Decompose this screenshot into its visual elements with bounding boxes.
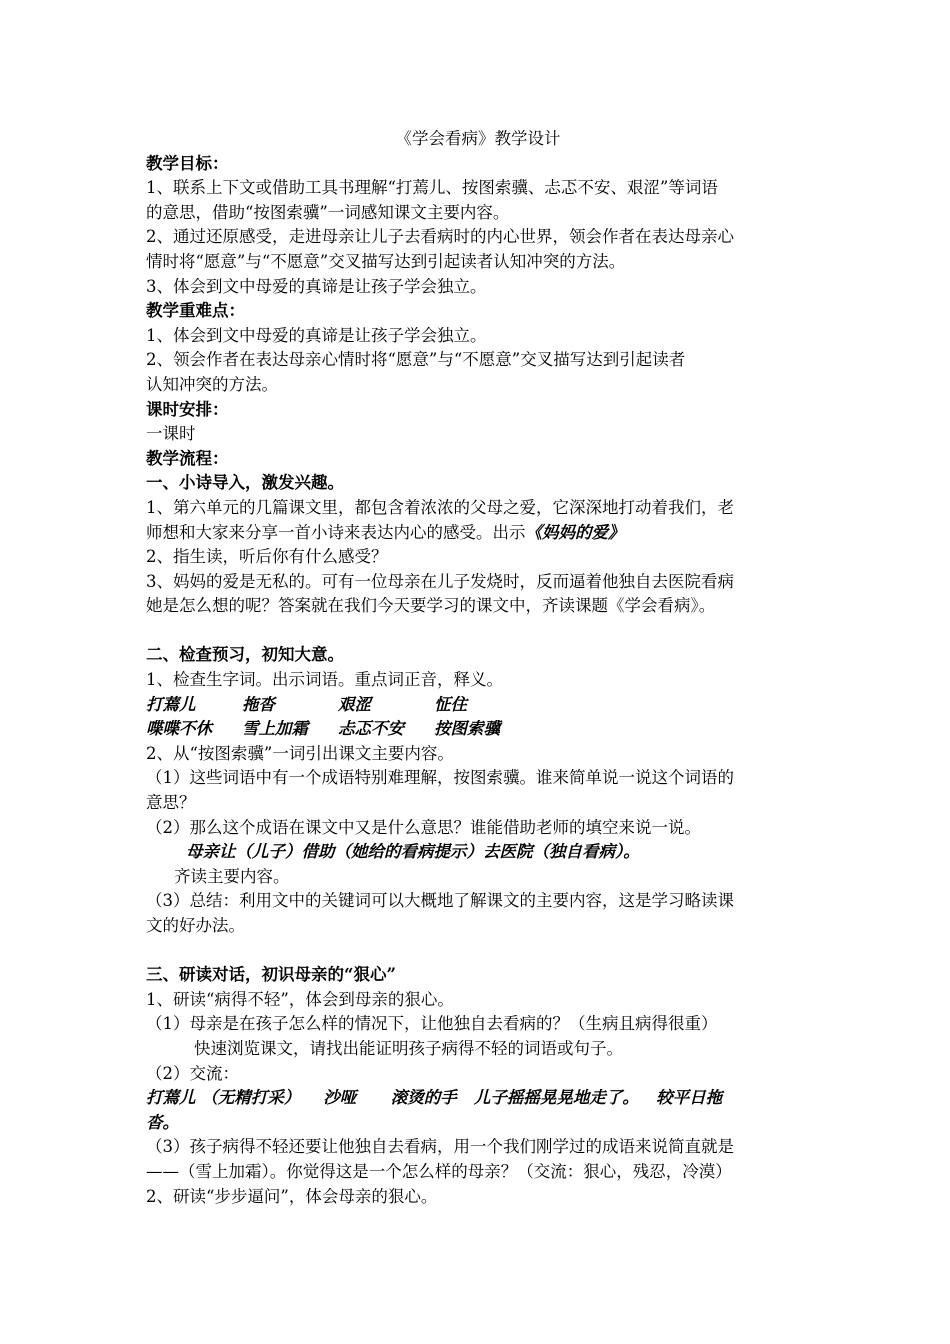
objectives-line-5: 3、体会到文中母爱的真谛是让孩子学会独立。 <box>146 276 487 296</box>
key-points-heading: 教学重难点： <box>146 301 245 321</box>
process-heading: 教学流程： <box>146 448 229 468</box>
document-page <box>146 127 810 1209</box>
section-3-line-1: 1、研读“病得不轻”，体会到母亲的狠心。 <box>146 989 454 1009</box>
section-2-line-8: （3）总结：利用文中的关键词可以大概地了解课文的主要内容，这是学习略读课 <box>146 891 734 911</box>
section-3-line-7: （3）孩子病得不轻还要让他独自去看病，用一个我们刚学过的成语来说简直就是 <box>146 1137 734 1157</box>
section-1-line-5: 她是怎么想的呢？答案就在我们今天要学习的课文中，齐读课题《学会看病》。 <box>146 596 716 616</box>
section-1-line-1: 1、第六单元的几篇课文里，都包含着浓浓的父母之爱，它深深地打动着我们，老 <box>146 497 734 517</box>
section-2-line-1: 1、检查生字词。出示词语。重点词正音，释义。 <box>146 670 503 690</box>
section-1-line-4: 3、妈妈的爱是无私的。可有一位母亲在儿子发烧时，反而逼着他独自去医院看病 <box>146 571 734 591</box>
key-points-line-2: 2、领会作者在表达母亲心情时将“愿意”与“不愿意”交叉描写达到引起读者 <box>146 350 686 370</box>
vocab-word: 怔住 <box>434 694 467 714</box>
section-2-heading: 二、检查预习，初知大意。 <box>146 645 344 665</box>
section-3-line-5: 打蔫儿 （无精打采） 沙哑 滚烫的手 儿子摇摇晃晃地走了。 较平日拖 <box>146 1088 723 1108</box>
objectives-heading: 教学目标： <box>146 153 229 173</box>
section-2-line-5: （2）那么这个成语在课文中又是什么意思？谁能借助老师的填空来说一说。 <box>146 817 701 837</box>
section-1-line-2 <box>146 521 810 546</box>
section-3-line-8: ——（雪上加霜）。你觉得这是一个怎么样的母亲？（交流：狠心，残忍，冷漠） <box>146 1161 732 1181</box>
vocab-word: 艰涩 <box>338 694 371 714</box>
vocab-row-2 <box>146 717 810 742</box>
section-3-line-3: 快速浏览课文，请找出能证明孩子病得不轻的词语或句子。 <box>194 1038 623 1058</box>
section-2-line-4: 意思？ <box>146 793 196 813</box>
vocab-word: 忐忑不安 <box>338 719 404 739</box>
objectives-line-2: 的意思，借助“按图索骥”一词感知课文主要内容。 <box>146 202 510 222</box>
schedule-value: 一课时 <box>146 424 196 444</box>
section-1-heading: 一、小诗导入，激发兴趣。 <box>146 473 344 493</box>
spacer <box>146 619 810 644</box>
objectives-line-3: 2、通过还原感受，走进母亲让儿子去看病时的内心世界，领会作者在表达母亲心 <box>146 227 734 247</box>
section-2-line-7: 齐读主要内容。 <box>174 866 290 886</box>
fill-in-sentence: 母亲让（儿子）借助（她给的看病提示）去医院（独自看病）。 <box>186 842 640 862</box>
vocab-word: 雪上加霜 <box>242 719 308 739</box>
schedule-heading: 课时安排： <box>146 399 229 419</box>
spacer <box>146 939 810 964</box>
section-3-line-2: （1）母亲是在孩子怎么样的情况下，让他独自去看病的？（生病且病得很重） <box>146 1014 718 1034</box>
vocab-word: 拖沓 <box>242 694 275 714</box>
section-3-line-9: 2、研读“步步逼问”，体会母亲的狠心。 <box>146 1186 438 1206</box>
key-points-line-3: 认知冲突的方法。 <box>146 374 278 394</box>
key-points-line-1: 1、体会到文中母爱的真谛是让孩子学会独立。 <box>146 325 487 345</box>
vocab-row-1 <box>146 693 810 718</box>
vocab-word: 按图索骥 <box>434 719 500 739</box>
document-title: 《学会看病》教学设计 <box>395 129 561 148</box>
section-2-line-9: 文的好办法。 <box>146 916 245 935</box>
vocab-word: 打蔫儿 <box>146 694 196 714</box>
section-3-line-6: 沓。 <box>146 1112 179 1132</box>
objectives-line-4: 情时将“愿意”与“不愿意”交叉描写达到引起读者认知冲突的方法。 <box>146 251 626 271</box>
section-3-heading: 三、研读对话，初识母亲的“狠心” <box>146 965 396 985</box>
section-2-line-3: （1）这些词语中有一个成语特别难理解，按图索骥。谁来简单说一说这个词语的 <box>146 768 734 788</box>
section-1-line-3: 2、指生读，听后你有什么感受？ <box>146 547 388 567</box>
objectives-line-1: 1、联系上下文或借助工具书理解“打蔫儿、按图索骥、忐忑不安、艰涩”等词语 <box>146 178 718 198</box>
section-1-line-2-text: 师想和大家来分享一首小诗来表达内心的感受。出示 <box>146 522 526 542</box>
section-2-line-2: 2、从“按图索骥”一词引出课文主要内容。 <box>146 743 454 763</box>
poem-title: 《妈妈的爱》 <box>525 522 625 542</box>
section-3-line-4: （2）交流： <box>146 1063 239 1083</box>
vocab-word: 喋喋不休 <box>146 719 212 739</box>
